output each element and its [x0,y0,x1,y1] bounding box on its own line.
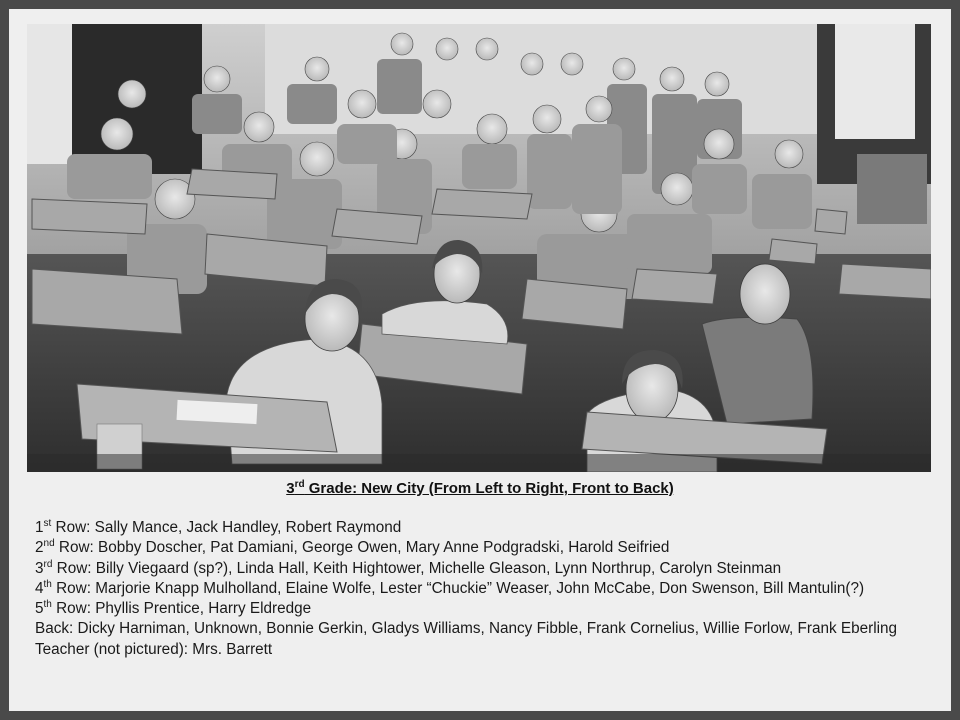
slide [9,9,951,711]
row-names: Billy Viegaard (sp?), Linda Hall, Keith Hightower, Michelle Gleason, Lynn Northrup, Carolyn Steinman [95,559,782,577]
row-number: 3 [35,559,44,577]
row-ordinal-suffix: rd [43,558,53,570]
row-ordinal-suffix: th [43,599,52,611]
row-list-item [35,599,915,619]
photo-caption-title [9,480,951,497]
row-label: Row: [52,559,96,577]
row-ordinal-suffix: st [43,517,52,529]
row-list-item [35,538,915,558]
row-ordinal-suffix: nd [43,538,55,550]
row-label: Row: [51,600,96,618]
row-names: Sally Mance, Jack Handley, Robert Raymond [94,519,402,536]
student-name-list [35,518,915,660]
row-names: Bobby Doscher, Pat Damiani, George Owen, Mary Anne Podgradski, Harold Seifried [98,539,670,557]
row-label: Row: [51,519,95,536]
caption-grade-number: 3 [286,480,295,497]
row-number: 5 [35,600,44,618]
caption-grade-suffix: rd [294,479,305,490]
row-list-item [35,579,915,599]
row-names: Phyllis Prentice, Harry Eldredge [95,600,312,618]
row-list-item [35,559,915,579]
row-number: 4 [35,579,44,597]
row-label: Row: [54,539,98,557]
row-ordinal-suffix: th [43,578,52,590]
back-row-label: Back: [35,620,78,638]
row-label: Row: [51,579,96,597]
class-photo [27,24,931,472]
row-names: Marjorie Knapp Mulholland, Elaine Wolfe, Lester “Chuckie” Weaser, John McCabe, Don Swenson, Bill Mantulin(?) [95,579,865,597]
caption-title-text: Grade: New City (From Left to Right, Front to Back) [304,480,674,497]
back-row-list-item [35,619,915,639]
row-number: 2 [35,539,44,557]
teacher-line [35,640,915,660]
row-list-item [35,518,915,538]
back-row-names: Dicky Harniman, Unknown, Bonnie Gerkin, Gladys Williams, Nancy Fibble, Frank Cornelius, Willie Forlow, Frank Eberling [77,620,898,638]
teacher-text: Teacher (not pictured): Mrs. Barrett [35,640,273,658]
row-number: 1 [35,519,44,536]
class-photo-illustration [27,24,931,472]
